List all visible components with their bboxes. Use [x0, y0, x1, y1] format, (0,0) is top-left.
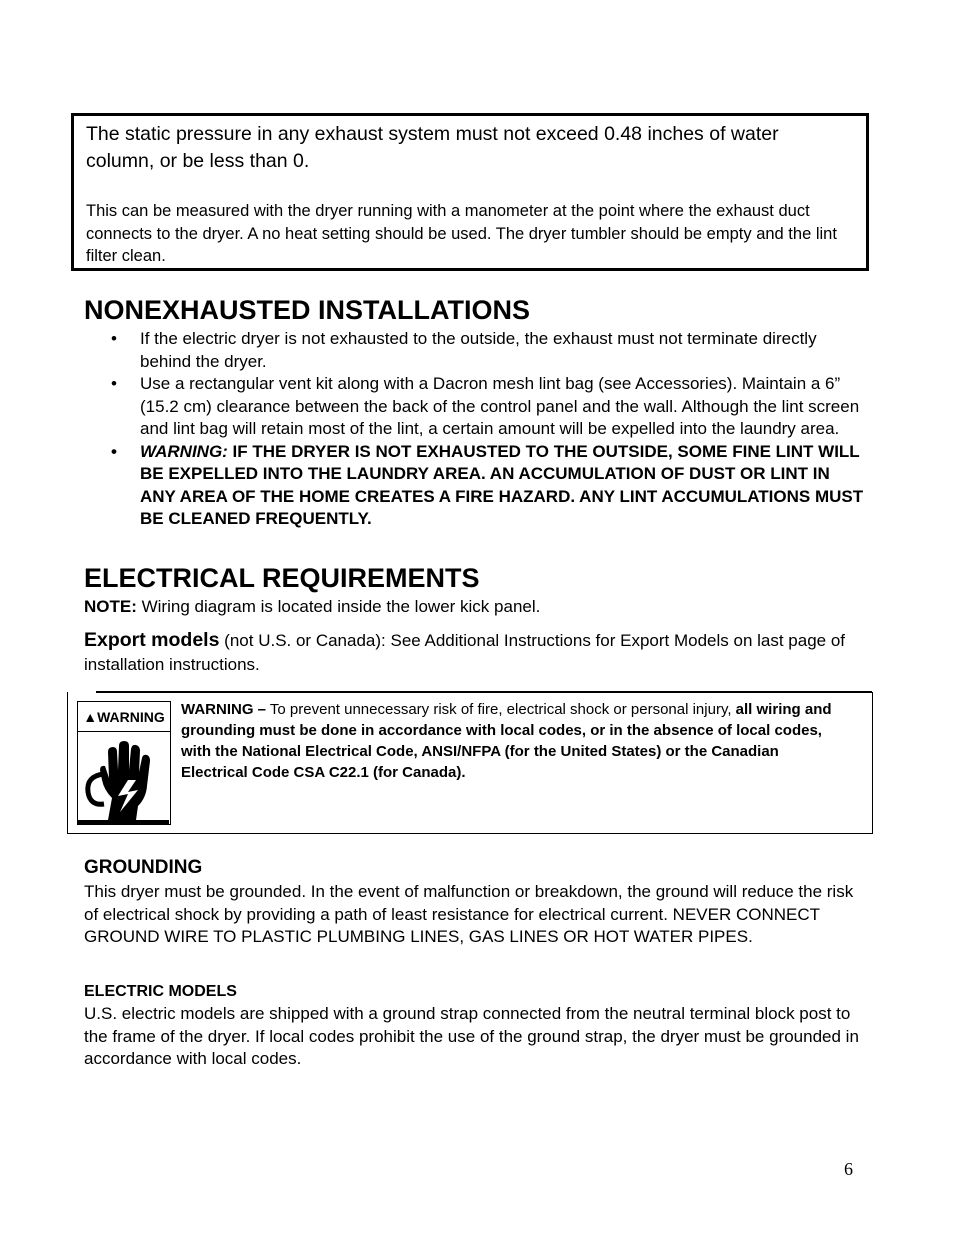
manometer-text: This can be measured with the dryer running with a manometer at the point where the exhaust duct connects to the dryer. A no heat setting should be used. The dryer tumbler should be empty and the lint filter clean.	[86, 202, 837, 265]
list-item-text: Use a rectangular vent kit along with a Dacron mesh lint bag (see Accessories). Maintain a 6” (15.2 cm) clearance between the back of the control panel and the wall. Although the lint screen and lint bag will retain most of the lint, a certain amount will be expelled into the laundry area.	[140, 374, 860, 438]
bullet-icon: •	[111, 374, 117, 393]
warning-label-header	[78, 702, 170, 732]
warning-message-bold: all wiring and grounding must be done in accordance with local codes, or in the absence of local codes, with the National Electrical Code, ANSI/NFPA (for the United States) or the Canadian Electrical Code CSA C22.1 (for Canada).	[181, 701, 832, 781]
divider	[96, 691, 872, 693]
list-item-text: If the electric dryer is not exhausted to the outside, the exhaust must not terminate directly behind the dryer.	[140, 329, 817, 371]
electrical-warning-box	[67, 692, 873, 834]
warning-triangle-icon: ▲	[83, 709, 98, 725]
electric-shock-hand-icon	[78, 734, 169, 824]
warning-label-text: WARNING	[97, 709, 165, 725]
nonexhausted-heading: NONEXHAUSTED INSTALLATIONS	[84, 295, 531, 325]
warning-text: IF THE DRYER IS NOT EXHAUSTED TO THE OUTSIDE, SOME FINE LINT WILL BE EXPELLED INTO THE LAUNDRY AREA. AN ACCUMULATION OF DUST OR LINT IN ANY AREA OF THE HOME CREATES A FIRE HAZARD. ANY LINT ACCUMULATIONS MUST BE CLEANED FREQUENTLY.	[140, 441, 864, 528]
list-item	[84, 328, 864, 373]
grounding-text: This dryer must be grounded. In the event of malfunction or breakdown, the ground will reduce the risk of electrical shock by providing a path of least resistance for electrical current. NEVER CONNECT GROUND WIRE TO PLASTIC PLUMBING LINES, GAS LINES OR HOT WATER PIPES.	[84, 882, 854, 946]
warning-label	[77, 701, 171, 825]
static-pressure-box	[71, 113, 869, 271]
page-number: 6	[844, 1159, 853, 1179]
warning-message	[181, 699, 841, 783]
bullet-icon: •	[111, 441, 117, 461]
warning-message-text: To prevent unnecessary risk of fire, electrical shock or personal injury,	[266, 701, 736, 718]
list-item-warning	[84, 441, 864, 531]
export-models-paragraph	[84, 628, 854, 677]
export-text: (not U.S. or Canada): See Additional Instructions for Export Models on last page of installation instructions.	[84, 631, 846, 674]
electric-models-text: U.S. electric models are shipped with a ground strap connected from the neutral terminal block post to the frame of the dryer. If local codes prohibit the use of the ground strap, the dryer must be grounded in accordance with local codes.	[84, 1004, 859, 1068]
note-label: NOTE:	[84, 597, 137, 616]
bullet-icon: •	[111, 329, 117, 348]
warning-message-lead: WARNING –	[181, 701, 267, 718]
list-item	[84, 373, 864, 441]
note-line	[84, 596, 540, 618]
static-pressure-text: The static pressure in any exhaust system must not exceed 0.48 inches of water column, or be less than 0.	[86, 123, 779, 172]
export-lead: Export models	[84, 629, 220, 651]
nonexhausted-list	[84, 328, 864, 531]
electrical-heading: ELECTRICAL REQUIREMENTS	[84, 563, 480, 593]
grounding-heading: GROUNDING	[84, 857, 203, 878]
warning-lead: WARNING:	[140, 441, 228, 461]
electric-models-heading: ELECTRIC MODELS	[84, 983, 237, 1000]
note-text: Wiring diagram is located inside the lower kick panel.	[136, 597, 541, 616]
